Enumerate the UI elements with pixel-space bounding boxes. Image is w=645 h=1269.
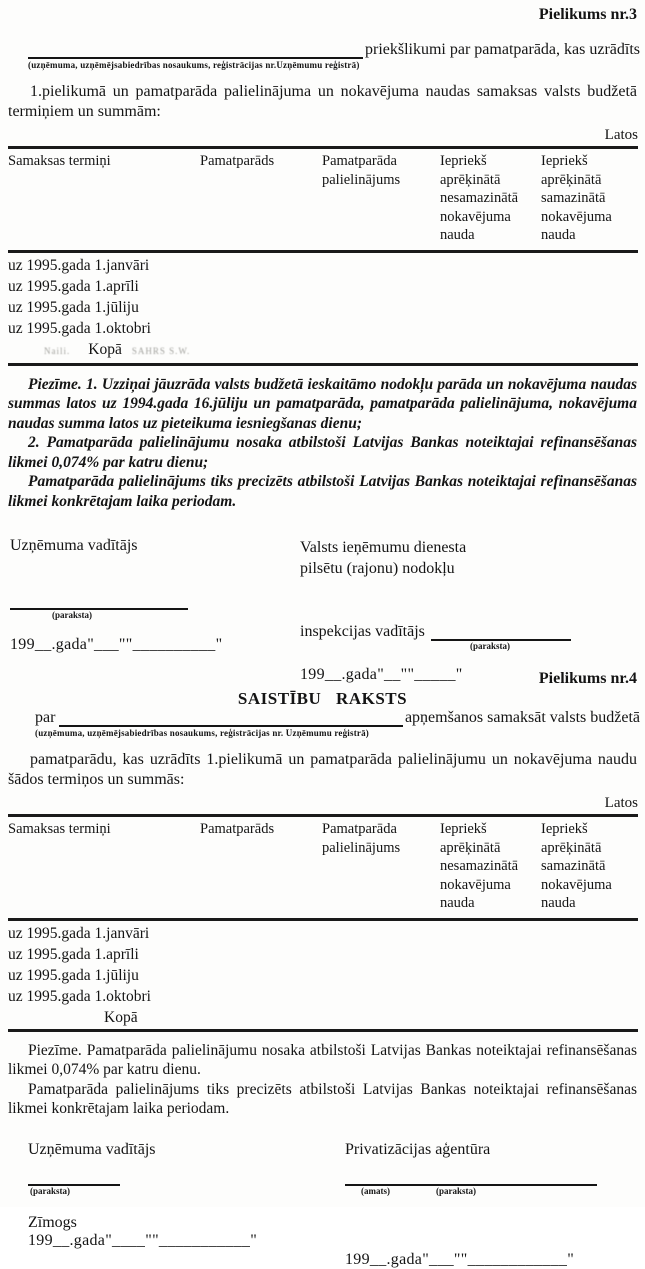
- note-paragraph: Pamatparāda palielinājums tiks precizēts atbilstoši Latvijas Bankas noteiktajai refinansēšanas likmei konkrētajam laika periodam.: [8, 473, 637, 510]
- signature-line: [431, 625, 571, 641]
- col-header-terms: Samaksas termiņi: [8, 821, 111, 837]
- note-paragraph: Pamatparāda palielinājums tiks precizēts atbilstoši Latvijas Bankas noteiktajai refinansēšanas likmei konkrētajam laika periodam.: [8, 1080, 637, 1117]
- agency-name-label: Privatizācijas aģentūra: [345, 1140, 491, 1158]
- col-header-principal: Pamatparāds: [200, 153, 275, 169]
- date-fill-line: 199__.gada"___""__________": [10, 636, 223, 653]
- signature-caption: (paraksta): [436, 1185, 476, 1196]
- position-caption: (amats): [361, 1185, 390, 1196]
- col-header-unreduced-penalty: Iepriekš aprēķinātā nesamazinātā nokavējuma nauda: [440, 153, 519, 243]
- company-name-blank-line: [28, 42, 363, 59]
- scan-artifact: SAHRS S.W.: [131, 345, 191, 356]
- table-body: [8, 921, 638, 1032]
- table-total-row: [8, 339, 638, 362]
- tax-office-name-line2: pilsētu (rajonu) nodokļu: [300, 560, 455, 577]
- currency-label: Latos: [604, 795, 638, 811]
- table-row: uz 1995.gada 1.jūliju: [8, 298, 139, 316]
- currency-label: Latos: [604, 127, 638, 143]
- payments-table-appendix4: [8, 814, 638, 1032]
- signature-line-caption: (paraksta): [52, 610, 92, 620]
- table-row: uz 1995.gada 1.oktobri: [8, 987, 151, 1005]
- col-header-terms: Samaksas termiņi: [8, 153, 111, 169]
- par-label: par: [35, 709, 56, 726]
- total-label: Kopā: [104, 1008, 138, 1026]
- signature-line-captions: [345, 1186, 640, 1196]
- appendix4-paragraph: pamatparādu, kas uzrādīts 1.pielikumā un pamatparāda palielinājumu un nokavējuma naudu šādos termiņos un summās:: [8, 751, 637, 788]
- company-name-caption: (uzņēmuma, uzņēmējsabiedrības nosaukums, reģistrācijas nr.Uzņēmumu reģistrā): [28, 60, 360, 70]
- date-fill-line: 199__.gada"____""___________": [28, 1231, 258, 1249]
- table-row: uz 1995.gada 1.janvāri: [8, 256, 150, 274]
- table-row: uz 1995.gada 1.jūliju: [8, 966, 139, 984]
- appendix3-intro-line: [28, 41, 640, 59]
- col-header-reduced-penalty: Iepriekš aprēķinātā samazinātā nokavējuma nauda: [541, 821, 612, 911]
- agency-signature-column: [318, 1141, 640, 1269]
- appendix3-paragraph: 1.pielikumā un pamatparāda palielinājuma un nokavējuma naudas samaksas valsts budžetā termiņiem un summām:: [8, 83, 637, 120]
- table-row: uz 1995.gada 1.aprīli: [8, 277, 139, 295]
- appendix3-title: Pielikums nr.3: [538, 6, 637, 23]
- tax-office-name-line1: Valsts ieņēmumu dienesta: [300, 539, 467, 556]
- table-row: uz 1995.gada 1.aprīli: [8, 945, 139, 963]
- table-row: uz 1995.gada 1.oktobri: [8, 319, 151, 337]
- document-heading: SAISTĪBU RAKSTS: [237, 689, 408, 708]
- appendix4-intro-line: [35, 709, 640, 727]
- table-body: [8, 253, 638, 366]
- appendix4-notes: [8, 1041, 637, 1119]
- col-header-reduced-penalty: Iepriekš aprēķinātā samazinātā nokavējuma nauda: [541, 153, 612, 243]
- inspector-role-label: inspekcijas vadītājs: [300, 623, 425, 640]
- appendix-4-section: [0, 660, 645, 1269]
- company-name-caption: (uzņēmuma, uzņēmējsabiedrības nosaukums, reģistrācijas nr. Uzņēmumu reģistrā): [35, 728, 369, 738]
- table-header-row: [8, 814, 638, 921]
- date-fill-line: 199__.gada"__""_____": [300, 666, 463, 683]
- note-paragraph: Piezīme. 1. Uzziņai jāuzrāda valsts budžetā ieskaitāmo nodokļu parāda un nokavējuma naudas summas latos uz 1994.gada 16.jūliju un pamatparāda, pamatparāda palielinājuma, nokavējuma naudas summa latos uz pieteikuma iesniegšanas dienu;: [8, 375, 637, 432]
- company-signature-column: [28, 1141, 318, 1269]
- payments-table-appendix3: [8, 146, 638, 366]
- appendix3-notes: [8, 375, 637, 512]
- col-header-increase: Pamatparāda palielinājums: [322, 821, 401, 856]
- table-row: uz 1995.gada 1.janvāri: [8, 924, 150, 942]
- col-header-unreduced-penalty: Iepriekš aprēķinātā nesamazinātā nokavējuma nauda: [440, 821, 519, 911]
- scan-artifact: Naili.: [44, 345, 71, 356]
- company-role-label: Uzņēmuma vadītājs: [10, 537, 138, 554]
- table-total-row: [8, 1007, 638, 1028]
- appendix4-intro-text: apņemšanos samaksāt valsts budžetā: [404, 709, 640, 726]
- signature-line-caption: (paraksta): [30, 1185, 70, 1196]
- inspector-role-line: [300, 623, 640, 641]
- total-label: Kopā: [88, 340, 122, 358]
- stamp-label: Zīmogs: [28, 1213, 77, 1231]
- col-header-increase: Pamatparāda palielinājums: [322, 153, 401, 188]
- appendix3-intro-text: priekšlikumi par pamatparāda, kas uzrādīts: [364, 41, 640, 58]
- company-name-blank-line: [59, 710, 403, 727]
- note-paragraph: Piezīme. Pamatparāda palielinājumu nosaka atbilstoši Latvijas Bankas noteiktajai refinansēšanas likmei 0,074% par katru dienu.: [8, 1041, 637, 1078]
- date-fill-line: 199__.gada"___""____________": [345, 1250, 575, 1268]
- table-header-row: [8, 146, 638, 253]
- note-paragraph: 2. Pamatparāda palielinājumu nosaka atbilstoši Latvijas Bankas noteiktajai refinansēšanas likmei 0,074% par katru dienu;: [8, 434, 637, 471]
- col-header-principal: Pamatparāds: [200, 821, 275, 837]
- appendix4-signature-block: [28, 1141, 640, 1269]
- appendix4-title: Pielikums nr.4: [538, 670, 637, 687]
- signature-line-caption: (paraksta): [470, 641, 510, 651]
- company-role-label: Uzņēmuma vadītājs: [28, 1140, 156, 1158]
